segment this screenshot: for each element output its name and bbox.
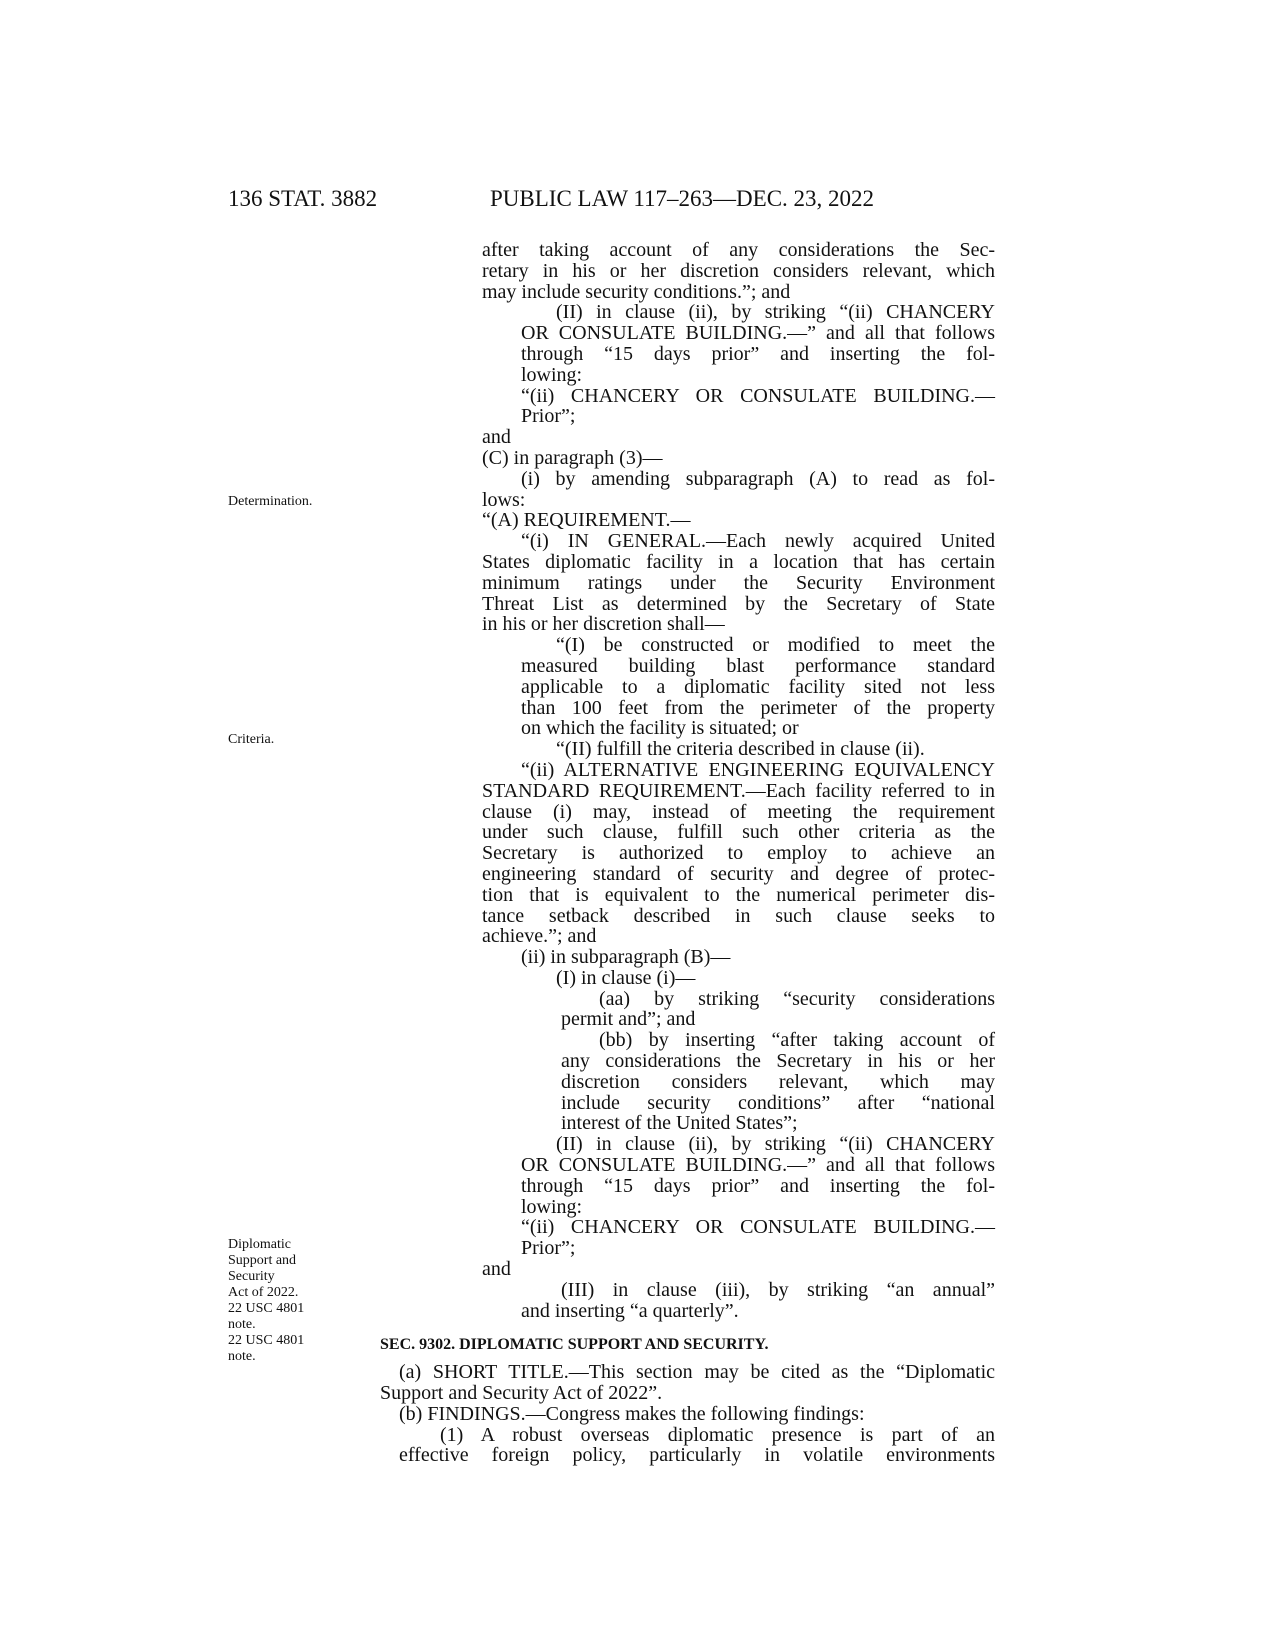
text-line: (bb) by inserting “after taking account of bbox=[599, 1029, 995, 1052]
text-line: STANDARD REQUIREMENT.—Each facility referred to in bbox=[482, 779, 995, 802]
text-line: in his or her discretion shall— bbox=[482, 613, 725, 636]
margin-note-line: Act of 2022. bbox=[228, 1285, 299, 1300]
text-line: interest of the United States”; bbox=[561, 1112, 798, 1135]
text-line: “(ii) CHANCERY OR CONSULATE BUILDING.—Prior”; bbox=[521, 384, 995, 428]
margin-note-line: note. bbox=[228, 1317, 256, 1332]
section-heading: SEC. 9302. DIPLOMATIC SUPPORT AND SECURITY. bbox=[380, 1336, 769, 1354]
text-line: (i) by amending subparagraph (A) to read as fol- bbox=[521, 467, 995, 490]
text-line: measured building blast performance standard bbox=[521, 654, 995, 677]
text-line: (II) in clause (ii), by striking “(ii) CHANCERY bbox=[556, 301, 995, 324]
text-line: States diplomatic facility in a location that has certain bbox=[482, 550, 995, 573]
text-line: OR CONSULATE BUILDING.—” and all that follows bbox=[521, 1154, 995, 1177]
text-line: (ii) in subparagraph (B)— bbox=[521, 946, 731, 969]
text-line: and bbox=[482, 1258, 511, 1281]
text-line: tion that is equivalent to the numerical perimeter dis- bbox=[482, 883, 995, 906]
text-line: achieve.”; and bbox=[482, 925, 597, 948]
text-line: may include security conditions.”; and bbox=[482, 280, 791, 303]
text-line: engineering standard of security and degree of protec- bbox=[482, 862, 995, 885]
text-line: any considerations the Secretary in his or her bbox=[561, 1050, 995, 1073]
text-line: clause (i) may, instead of meeting the requirement bbox=[482, 800, 995, 823]
page-stat-number: 136 STAT. 3882 bbox=[228, 186, 378, 211]
text-line: “(ii) CHANCERY OR CONSULATE BUILDING.—Prior”; bbox=[521, 1216, 995, 1260]
text-line: “(II) fulfill the criteria described in clause (ii). bbox=[556, 738, 925, 761]
text-line: “(i) IN GENERAL.—Each newly acquired United bbox=[521, 530, 995, 553]
text-line: minimum ratings under the Security Environment bbox=[482, 571, 995, 594]
statute-text bbox=[380, 240, 1040, 1466]
margin-note-line: Security bbox=[228, 1269, 275, 1284]
text-line: lowing: bbox=[521, 1195, 583, 1218]
text-line: effective foreign policy, particularly in volatile environments bbox=[399, 1444, 995, 1467]
margin-note-line: 22 USC 4801 bbox=[228, 1333, 305, 1348]
text-line: Threat List as determined by the Secretary of State bbox=[482, 592, 995, 615]
text-line: retary in his or her discretion considers relevant, which bbox=[482, 259, 995, 282]
text-line: (a) SHORT TITLE.—This section may be cited as the “Diplomatic bbox=[399, 1361, 995, 1384]
text-line: (I) in clause (i)— bbox=[556, 966, 696, 989]
text-line: lows: bbox=[482, 488, 526, 511]
text-line: permit and”; and bbox=[561, 1008, 696, 1031]
margin-note-line: 22 USC 4801 bbox=[228, 1301, 305, 1316]
margin-note-line: note. bbox=[228, 1349, 256, 1364]
text-line: Secretary is authorized to employ to achieve an bbox=[482, 842, 995, 865]
margin-note-line: Support and bbox=[228, 1253, 297, 1268]
text-line: than 100 feet from the perimeter of the property bbox=[521, 696, 995, 719]
text-line: include security conditions” after “national bbox=[561, 1091, 995, 1114]
text-line: (C) in paragraph (3)— bbox=[482, 446, 663, 469]
text-line: lowing: bbox=[521, 363, 583, 386]
text-line: (b) FINDINGS.—Congress makes the following findings: bbox=[399, 1402, 865, 1425]
text-line: “(I) be constructed or modified to meet the bbox=[556, 634, 995, 657]
text-line: under such clause, fulfill such other criteria as the bbox=[482, 821, 995, 844]
text-line: through “15 days prior” and inserting the fol- bbox=[521, 342, 995, 365]
text-line: after taking account of any considerations the Sec- bbox=[482, 239, 995, 261]
text-line: tance setback described in such clause seeks to bbox=[482, 904, 995, 927]
margin-note-determination: Determination. bbox=[228, 494, 313, 509]
margin-note-criteria: Criteria. bbox=[228, 732, 275, 747]
text-line: (1) A robust overseas diplomatic presence is part of an bbox=[440, 1423, 995, 1446]
text-line: (II) in clause (ii), by striking “(ii) CHANCERY bbox=[556, 1133, 995, 1156]
margin-note-section bbox=[228, 1237, 304, 1365]
text-line: and bbox=[482, 426, 511, 449]
text-line: OR CONSULATE BUILDING.—” and all that follows bbox=[521, 322, 995, 345]
text-line: discretion considers relevant, which may bbox=[561, 1070, 995, 1093]
text-line: on which the facility is situated; or bbox=[521, 717, 799, 740]
page-law-heading: PUBLIC LAW 117–263—DEC. 23, 2022 bbox=[490, 186, 875, 211]
text-line: “(ii) ALTERNATIVE ENGINEERING EQUIVALENCY bbox=[521, 758, 995, 781]
text-line: Support and Security Act of 2022”. bbox=[380, 1382, 663, 1405]
margin-note-line: Diplomatic bbox=[228, 1237, 291, 1252]
text-line: and inserting “a quarterly”. bbox=[521, 1299, 739, 1322]
text-line: through “15 days prior” and inserting the fol- bbox=[521, 1174, 995, 1197]
text-line: applicable to a diplomatic facility sited not less bbox=[521, 675, 995, 698]
text-line: “(A) REQUIREMENT.— bbox=[482, 509, 691, 532]
text-line: (aa) by striking “security considerations bbox=[599, 987, 995, 1010]
text-line: (III) in clause (iii), by striking “an annual” bbox=[561, 1278, 995, 1301]
